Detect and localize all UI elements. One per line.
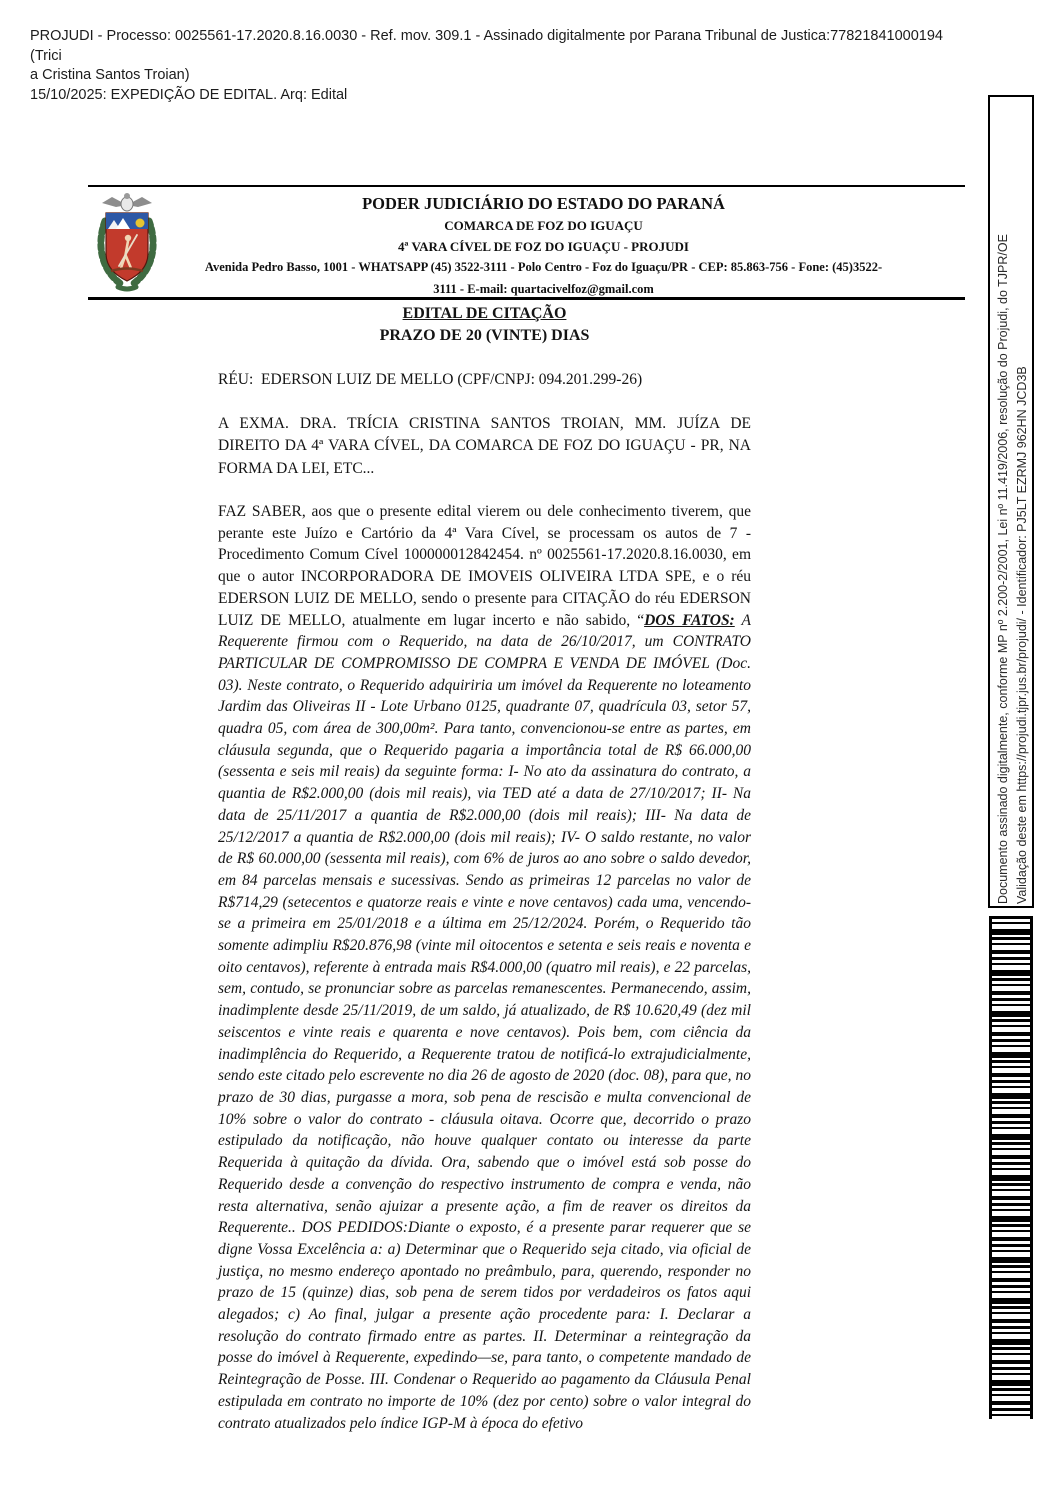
court-address-line-2: 3111 - E-mail: quartacivelfoz@gmail.com — [433, 281, 654, 296]
court-comarca: COMARCA DE FOZ DO IGUAÇU — [444, 218, 643, 233]
court-header — [100, 192, 965, 300]
court-title: PODER JUDICIÁRIO DO ESTADO DO PARANÁ — [362, 194, 725, 213]
edital-subtitle: PRAZO DE 20 (VINTE) DIAS — [379, 327, 590, 344]
signature-line-2: Validação deste em https://projudi.tjpr.jus.br/projudi/ - Identificador: PJ5LT EZRMJ 962HN JCD3B — [1015, 366, 1029, 904]
digital-signature-sidebar — [988, 95, 1034, 908]
dos-fatos-label: DOS FATOS: — [644, 611, 735, 629]
edital-body-paragraph — [218, 501, 751, 1434]
edital-title-block — [218, 303, 751, 347]
header-top-rule — [88, 185, 965, 187]
signature-line-1: Documento assinado digitalmente, conforme MP nº 2.200-2/2001, Lei nº 11.419/2006, resolução do Projudi, do TJPR/OE — [996, 234, 1010, 904]
digital-signature-rotated-text — [994, 104, 1032, 904]
projudi-note-line-3: 15/10/2025: EXPEDIÇÃO DE EDITAL. Arq: Edital — [30, 86, 348, 103]
projudi-note-line-2: a Cristina Santos Troian) — [30, 67, 190, 83]
court-vara: 4ª VARA CÍVEL DE FOZ DO IGUAÇU - PROJUDI — [398, 239, 689, 254]
edital-title: EDITAL DE CITAÇÃO — [402, 305, 567, 322]
body-intro-text: FAZ SABER, aos que o presente edital vierem ou dele conhecimento tiverem, que perante este Juízo e Cartório da 4ª Vara Cível, se processam os autos de 7 - Procedimento Comum Cível 100000012842454. nº 0025561-17.2020.8.16.0030, em que o autor INCORPORADORA DE IMOVEIS OLIVEIRA LTDA SPE, e o réu EDERSON LUIZ DE MELLO, sendo o presente para CITAÇÃO do réu EDERSON LUIZ DE MELLO, atualmente em lugar incerto e não sabido, “ — [218, 503, 751, 629]
judge-paragraph: A EXMA. DRA. TRÍCIA CRISTINA SANTOS TROIAN, MM. JUÍZA DE DIREITO DA 4ª VARA CÍVEL, DA COMARCA DE FOZ DO IGUAÇU - PR, NA FORMA DA LEI, ETC... — [218, 415, 751, 477]
court-address-line-1: Avenida Pedro Basso, 1001 - WHATSAPP (45) 3522-3111 - Polo Centro - Foz do Iguaçu/PR - CEP: 85.863-756 - Fone: (45)3522- — [204, 260, 883, 274]
validation-barcode — [989, 916, 1033, 1419]
body-italic-text: A Requerente firmou com o Requerido, na data de 26/10/2017, um CONTRATO PARTICULAR DE COMPROMISSO DE COMPRA E VENDA DE IMÓVEL (Doc. 03). Neste contrato, o Requerido adquiriria um imóvel da Requerente no loteamento Jardim das Oliveiras II - Lote Urbano 0125, quadrante 07, quadrícula 03, setor 57, quadra 05, com área de 300,00m². Para tanto, convencionou-se entre as partes, em cláusula segunda, que o Requerido pagaria a importância total de R$ 66.000,00 (sessenta e seis mil reais) da seguinte forma: I- No ato da assinatura do contrato, a quantia de R$2.000,00 (dois mil reais), via TED até a data de 27/10/2017; II- Na data de 25/11/2017 a quantia de R$2.000,00 (dois mil reais); III- Na data de 25/12/2017 a quantia de R$2.000,00 (dois mil reais); IV- O saldo restante, no valor de R$ 60.000,00 (sessenta mil reais), com 6% de juros ao ano sobre o saldo devedor, em 84 parcelas mensais e sucessivas. Sendo as primeiras 12 parcelas no valor de R$714,29 (setecentos e quatorze reais e vinte e nove centavos) cada uma, vencendo-se a primeira em 25/01/2018 e a última em 25/12/2024. Porém, o Requerido tão somente adimpliu R$20.876,98 (vinte mil oitocentos e setenta e seis reais e noventa e oito centavos), referente à entrada mais R$4.000,00 (quatro mil reais), e 22 parcelas, sem, contudo, se pronunciar sobre as parcelas remanescentes. Permanecendo, assim, inadimplente desde 25/11/2019, de um saldo, já atualizado, de R$ 10.620,49 (dez mil seiscentos e vinte reais e quarenta e nove centavos). Pois bem, com ciência da inadimplência do Requerido, a Requerente tratou de notificá-lo extrajudicialmente, sendo este citado pelo escrevente no dia 26 de agosto de 2020 (doc. 08), para que, no prazo de 30 dias, purgasse a mora, sob pena de rescisão e multa convencional de 10% sobre o valor do contrato - cláusula oitava. Ocorre que, decorrido o prazo estipulado da notificação, não houve qualquer contato ou interesse da parte Requerida à quitação da dívida. Ora, sabendo que o imóvel está sob posse do Requerido desde a convenção do respectivo instrumento de compra e venda, não resta alternativa, senão ajuizar a presente ação, a fim de reaver os direitos da Requerente.. DOS PEDIDOS:Diante o exposto, é a presente parar requerer que se digne Vossa Excelência a: a) Determinar que o Requerido seja citado, via oficial de justiça, no mesmo endereço apontado no preâmbulo, para, querendo, responder no prazo de 15 (quinze) dias, sob pena de serem tidos por verdadeiros os fatos aqui alegados; c) Ao final, julgar a presente ação procedente para: I. Declarar a resolução do contrato firmado entre as partes. II. Determinar a reintegração da posse do imóvel à Requerente, expedindo—se, para tanto, o competente mandado de Reintegração de Posse. III. Condenar o Requerido ao pagamento da Cláusula Penal estipulada em contrato no importe de 10% (dez por cento) sobre o valor integral do contrato atualizados pelo índice IGP-M à época do efetivo — [218, 611, 751, 1432]
projudi-note-line-1: PROJUDI - Processo: 0025561-17.2020.8.16.0030 - Ref. mov. 309.1 - Assinado digitalmente por Parana Tribunal de Justica:77821841000194 (Trici — [30, 28, 943, 64]
projudi-signature-note — [30, 27, 950, 105]
reu-line: RÉU: EDERSON LUIZ DE MELLO (CPF/CNPJ: 094.201.299-26) — [218, 371, 643, 388]
